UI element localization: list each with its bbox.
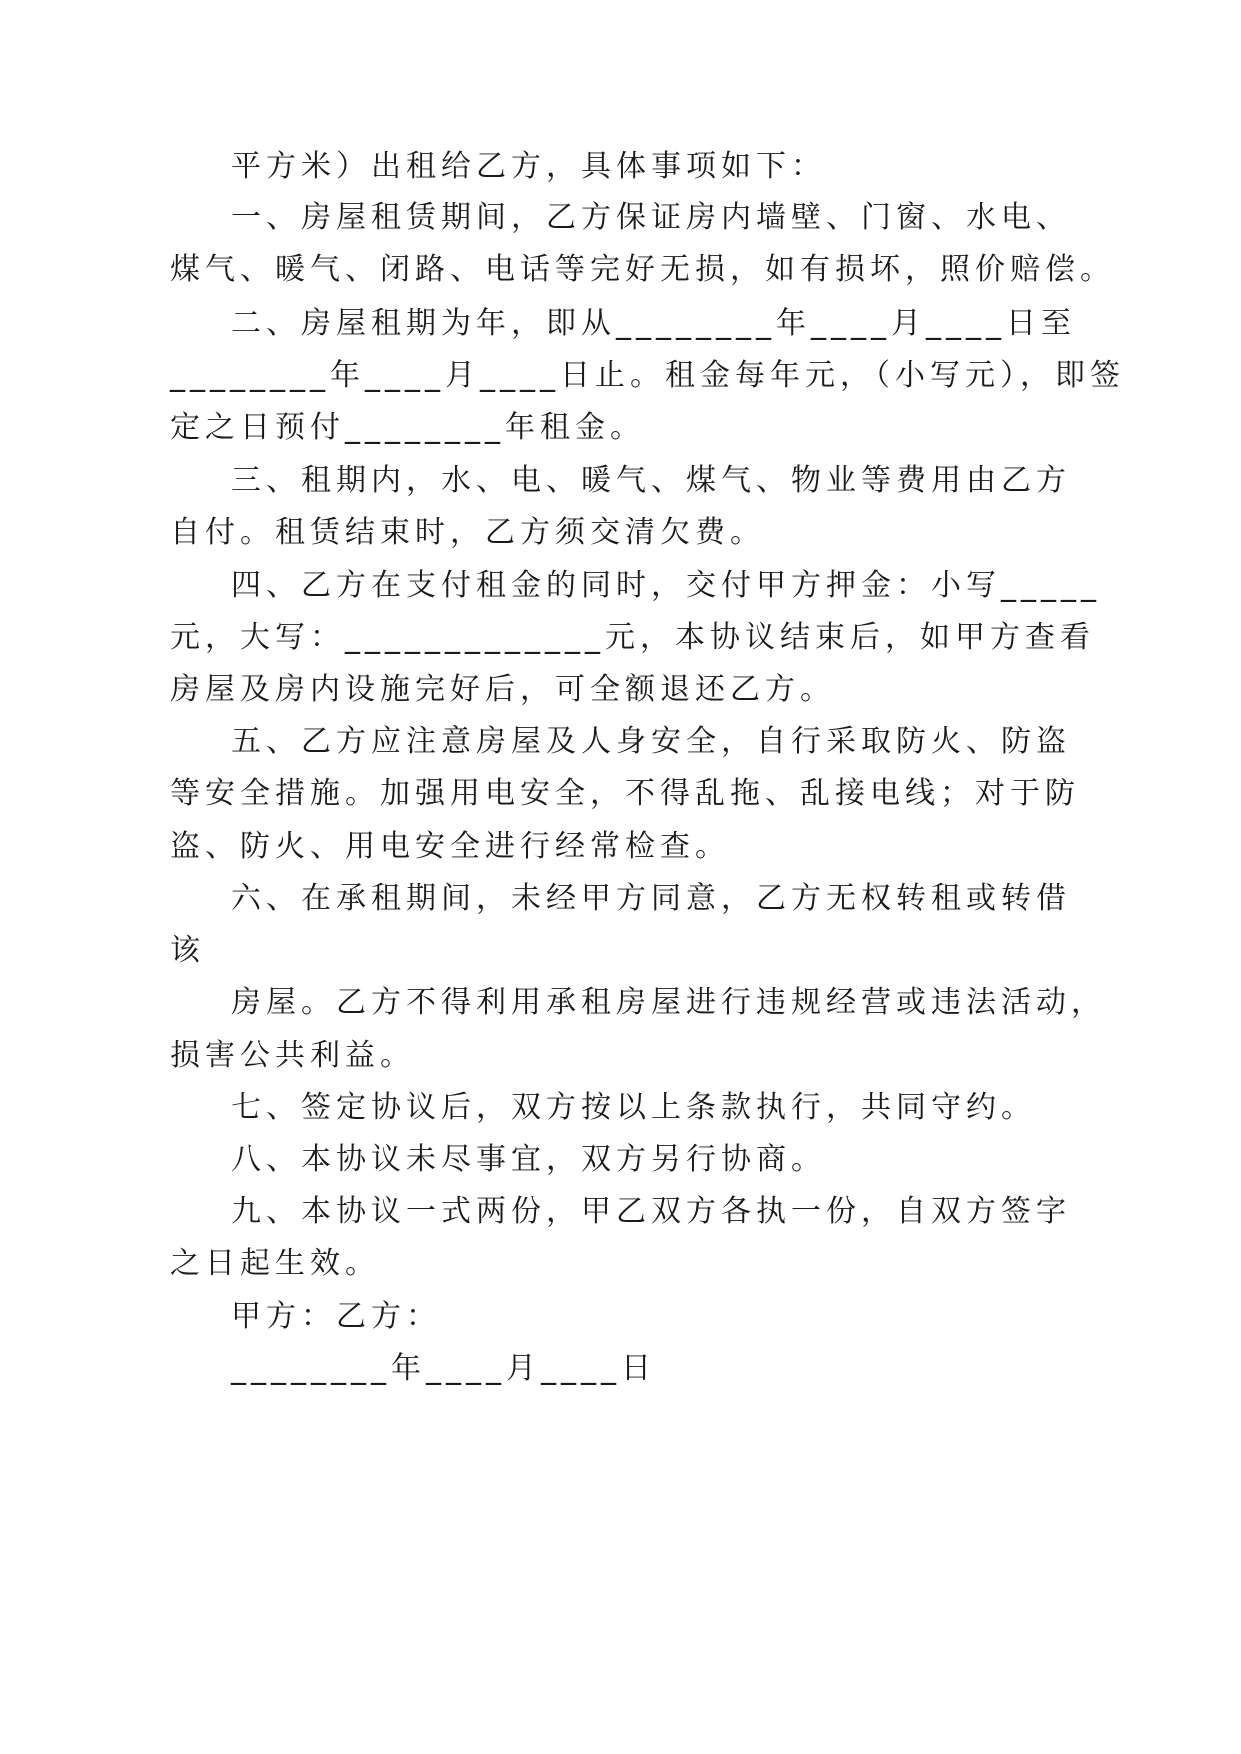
clause-3-line-2: 自付。租赁结束时，乙方须交清欠费。 <box>170 515 765 550</box>
signature-date: ________年____月____日 <box>231 1351 656 1386</box>
clause-7-line-1: 七、签定协议后，双方按以上条款执行，共同守约。 <box>231 1090 1036 1125</box>
text-line-1: 平方米）出租给乙方，具体事项如下： <box>231 149 826 184</box>
clause-6-line-4: 损害公共利益。 <box>170 1038 415 1073</box>
clause-1-line-1: 一、房屋租赁期间，乙方保证房内墙壁、门窗、水电、 <box>231 200 1071 235</box>
clause-6-line-3: 房屋。乙方不得利用承租房屋进行违规经营或违法活动， <box>231 985 1106 1020</box>
clause-6-line-2: 该 <box>170 933 205 968</box>
clause-5-line-1: 五、乙方应注意房屋及人身安全，自行采取防火、防盗 <box>231 724 1071 759</box>
clause-9-line-1: 九、本协议一式两份，甲乙双方各执一份，自双方签字 <box>231 1194 1071 1229</box>
signature-parties: 甲方：乙方： <box>231 1299 441 1334</box>
clause-9-line-2: 之日起生效。 <box>170 1246 380 1281</box>
clause-8-line-1: 八、本协议未尽事宜，双方另行协商。 <box>231 1142 826 1177</box>
clause-4-line-2: 元，大写：_____________元，本协议结束后，如甲方查看 <box>170 620 1095 655</box>
clause-2-line-1: 二、房屋租期为年，即从________年____月____日至 <box>231 306 1076 341</box>
clause-5-line-2: 等安全措施。加强用电安全，不得乱拖、乱接电线；对于防 <box>170 776 1080 811</box>
clause-1-line-2: 煤气、暖气、闭路、电话等完好无损，如有损坏，照价赔偿。 <box>170 252 1115 287</box>
clause-5-line-3: 盗、防火、用电安全进行经常检查。 <box>170 829 730 864</box>
clause-3-line-1: 三、租期内，水、电、暖气、煤气、物业等费用由乙方 <box>231 463 1071 498</box>
clause-2-line-3: 定之日预付________年租金。 <box>170 410 645 445</box>
clause-6-line-1: 六、在承租期间，未经甲方同意，乙方无权转租或转借 <box>231 881 1071 916</box>
clause-4-line-1: 四、乙方在支付租金的同时，交付甲方押金：小写_____ <box>231 568 1101 603</box>
clause-2-line-2: ________年____月____日止。租金每年元，（小写元），即签 <box>170 358 1125 393</box>
clause-4-line-3: 房屋及房内设施完好后，可全额退还乙方。 <box>170 672 835 707</box>
